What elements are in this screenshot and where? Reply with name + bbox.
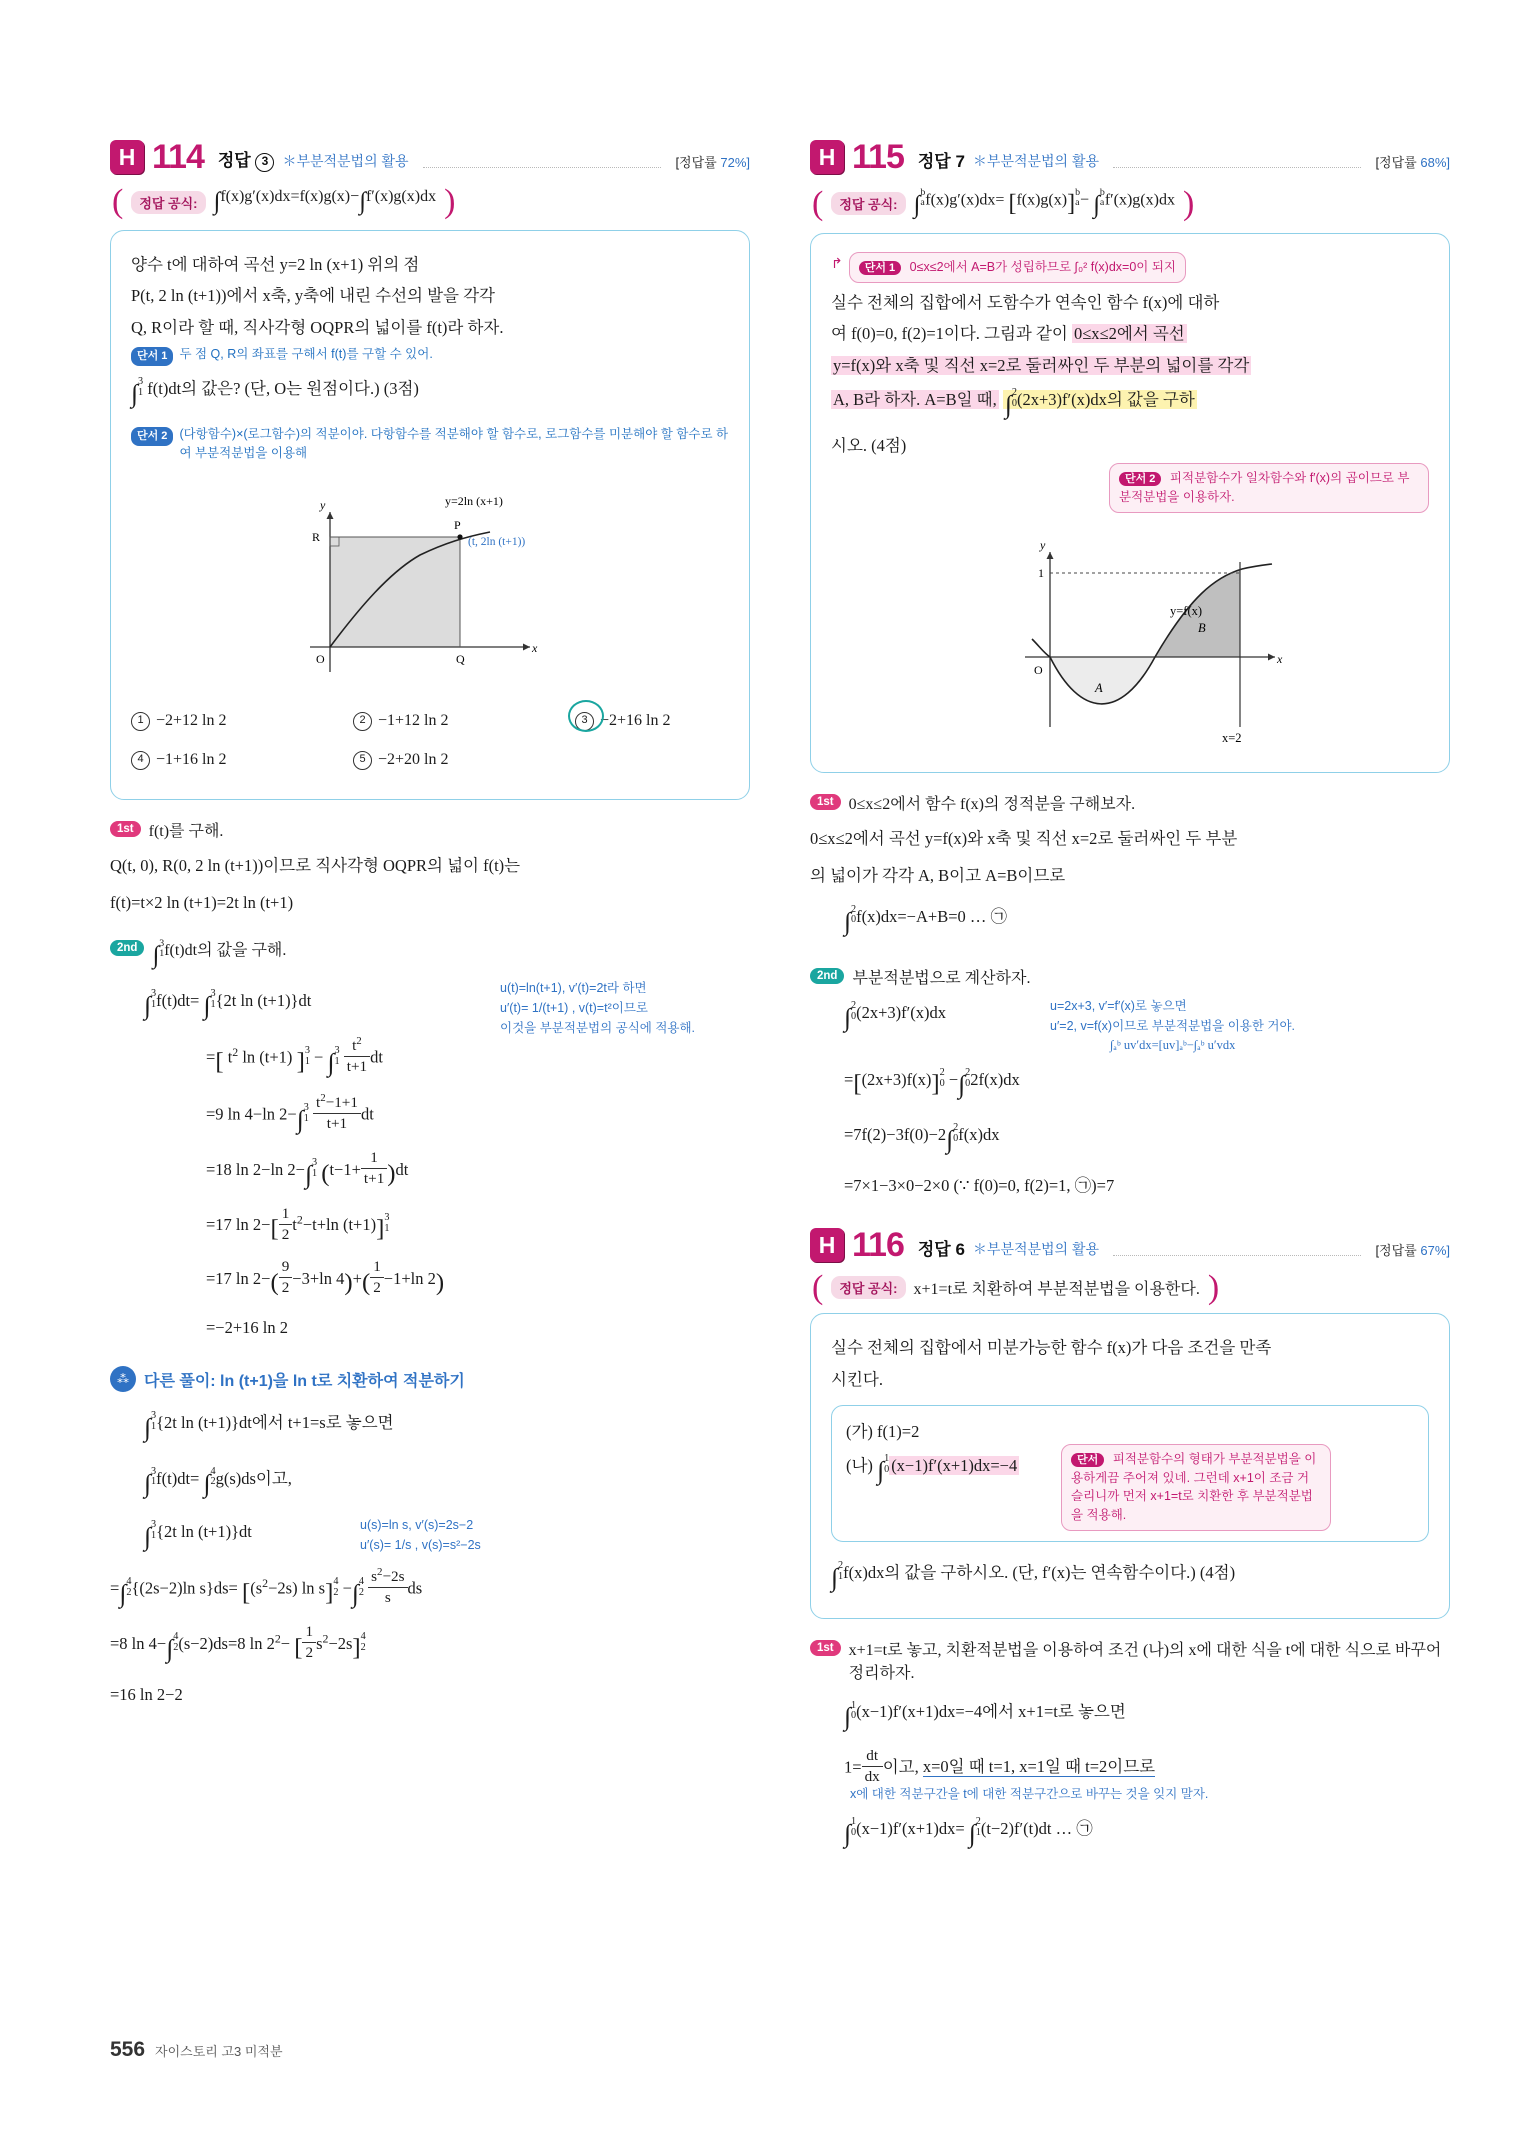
hint-box: [1061, 1444, 1331, 1531]
answer-text: 정답: [217, 151, 251, 170]
hint-badge: 단서 2: [131, 427, 173, 446]
calc-line-6: =17 ln 2−( $\frac{9}{2}$ −3+ln 4)+( $\frac{1}{2}$ −1+ln 2): [206, 1258, 445, 1297]
step-badge: 1st: [810, 794, 841, 810]
choice-3[interactable]: [575, 706, 745, 736]
sidenote-line: u′(s)= 1/s , v(s)=s²−2s: [360, 1537, 481, 1552]
topic-label: ＊부분적분법의 활용: [972, 153, 1100, 169]
question-line: 시킨다.: [831, 1369, 883, 1389]
bracket-open: (: [812, 184, 824, 222]
answer-value: 3: [255, 153, 274, 172]
topic-label: ＊부분적분법의 활용: [282, 153, 409, 169]
problem-badge-icon: H: [810, 140, 844, 174]
calc-line-3: ∫ 1 0 (x−1)f′(x+1)dx= ∫ 2 1 (t−2)f′(t)dt … ㉠: [844, 1816, 1093, 1849]
svg-text:R: R: [312, 530, 321, 545]
hint-116: [1061, 1444, 1414, 1531]
choice-number: 3: [575, 712, 594, 731]
alt-solution-title: 다른 풀이: ln (t+1)을 ln t로 치환하여 적분하기: [144, 1372, 465, 1390]
svg-text:B: B: [1198, 620, 1206, 635]
answer-label: [218, 146, 275, 172]
alt-solution-header: [110, 1366, 750, 1392]
step-1st-116: [810, 1637, 1450, 1683]
step-2nd-114: [110, 937, 750, 970]
sidenote-line: ∫ₐᵇ uv′dx=[uv]ₐᵇ−∫ₐᵇ u′vdx: [1110, 1037, 1236, 1052]
bracket-close: ): [444, 183, 456, 220]
dot-leader: [1113, 166, 1361, 168]
condition-box-116: [831, 1405, 1429, 1542]
question-line: 양수 t에 대하여 곡선 y=2 ln (x+1) 위의 점: [131, 255, 420, 274]
calc-line-1: ∫ 1 0 (x−1)f′(x+1)dx=−4에서 x+1=t로 놓으면: [844, 1699, 1126, 1732]
svg-text:x: x: [532, 641, 538, 656]
step-badge: 2nd: [110, 940, 144, 956]
condition-a: (가) f(1)=2: [846, 1421, 920, 1441]
choice-number: 5: [353, 751, 372, 770]
svg-text:y: y: [320, 498, 326, 513]
question-line: Q, R이라 할 때, 직사각형 OQPR의 넓이를 f(t)라 하자.: [131, 317, 504, 337]
question-tail-116: ∫ 2 1 f(x)dx의 값을 구하시오. (단, f′(x)는 연속함수이다.) (4점): [831, 1559, 1236, 1592]
svg-text:y: y: [1040, 537, 1046, 552]
step-title: ∫ 3 1 f(t)dt의 값을 구해.: [152, 937, 287, 970]
rate-value: 68%]: [1420, 155, 1450, 170]
hint-badge: 단서 2: [1119, 472, 1161, 486]
formula-label: 정답 공식:: [831, 192, 905, 215]
hint-badge: 단서 1: [859, 261, 901, 275]
choice-text: −2+12 ln 2: [156, 712, 227, 730]
choice-1[interactable]: [131, 706, 301, 736]
left-column: [110, 140, 750, 1715]
choice-text: −2+20 ln 2: [378, 750, 449, 768]
step-title: f(t)를 구해.: [148, 823, 224, 841]
calc-line-2: 1= $\frac{dt}{dx}$ 이고, x=0일 때 t=1, x=1일 때 t=2이므로: [844, 1746, 1156, 1785]
sidenote-line: u′=2, v=f(x)이므로 부분적분법을 이용한 거야.: [1050, 1018, 1296, 1033]
svg-text:P: P: [454, 518, 461, 533]
svg-text:O: O: [316, 652, 325, 667]
rate-label: [정답률: [1375, 1243, 1417, 1259]
hint-1: [131, 345, 729, 366]
sidenote-line: u(s)=ln s, v′(s)=2s−2: [360, 1517, 474, 1532]
hint-badge: 단서 1: [131, 347, 173, 366]
page-number: 556: [110, 2038, 146, 2061]
bracket-close: ): [1207, 1268, 1220, 1306]
correct-rate: [675, 152, 750, 171]
alt-line-2: ∫ 3 1 f(t)dt= ∫ 4 2 g(s)ds이고,: [144, 1465, 292, 1498]
choice-4[interactable]: [131, 745, 301, 775]
bracket-open: (: [112, 183, 124, 220]
svg-text:y=f(x): y=f(x): [1170, 603, 1203, 618]
formula-label: 정답 공식:: [131, 191, 205, 214]
formula-body: x+1=t로 치환하여 부분적분법을 이용한다.: [913, 1281, 1200, 1299]
question-line: P(t, 2 ln (t+1))에서 x축, y축에 내린 수선의 발을 각각: [131, 286, 495, 306]
rate-value: 72%]: [720, 155, 750, 170]
step-2nd-115: [810, 965, 1450, 988]
dot-leader: [1113, 1254, 1361, 1256]
question-line: 실수 전체의 집합에서 미분가능한 함수 f(x)가 다음 조건을 만족: [831, 1338, 1272, 1358]
hint-text: 피적분함수의 형태가 부분적분법을 이용하게끔 주어져 있네. 그런데 x+1이 조금 거슬리니까 먼저 x+1=t로 치환한 후 부분적분법을 적용해.: [1071, 1451, 1317, 1523]
sidenote-line: u(t)=ln(t+1), v′(t)=2t라 하면: [500, 981, 647, 996]
question-integral: ∫ 3 1 f(t)dt의 값은? (단, O는 원점이다.) (3점): [131, 376, 419, 409]
svg-text:A: A: [1095, 680, 1103, 695]
problem-header-115: [810, 140, 1450, 174]
hint-1-115: ↱ 단서 1 0≤x≤2에서 A=B가 성립하므로 ∫₀² f(x)dx=0이 되지: [831, 252, 1429, 283]
question-line: A, B라 하자. A=B일 때, ∫ 2 0 (2x+3)f′(x)dx의 값을 구하: [833, 387, 1195, 420]
answer-text: 정답: [917, 152, 951, 171]
step-1st-115: [810, 791, 1450, 814]
undernote-116: x에 대한 적분구간을 t에 대한 적분구간으로 바꾸는 것을 잊지 말자.: [850, 1787, 1209, 1802]
calc-line-2: =[ $t^2$ ln (t+1) ] 3 1 − ∫ 3 1 $\frac{t^2}{t+1}$ dt: [206, 1035, 383, 1078]
svg-text:Q: Q: [456, 652, 465, 667]
solution-line: Q(t, 0), R(0, 2 ln (t+1))이므로 직사각형 OQPR의 넓이 f(t)는: [110, 856, 521, 876]
formula-label: 정답 공식:: [831, 1276, 905, 1299]
svg-text:O: O: [1034, 662, 1043, 677]
step-title: x+1=t로 놓고, 치환적분법을 이용하여 조건 (나)의 x에 대한 식을 t에 대한 식으로 바꾸어 정리하자.: [848, 1642, 1442, 1683]
topic-label: ＊부분적분법의 활용: [972, 1241, 1100, 1258]
figure-115: [930, 527, 1330, 752]
alt-solution-icon: ⁂: [110, 1366, 136, 1392]
hint-box: [849, 252, 1186, 283]
choice-2[interactable]: [353, 706, 523, 736]
choice-number: 1: [131, 712, 150, 731]
answer-value: 6: [955, 1240, 965, 1260]
answer-label: [918, 147, 965, 172]
problem-number: 115: [852, 138, 904, 176]
problem-number: 114: [152, 138, 204, 176]
question-line: y=f(x)와 x축 및 직선 x=2로 둘러싸인 두 부분의 넓이를 각각: [833, 355, 1250, 375]
sidenote-line: u=2x+3, v′=f′(x)로 놓으면: [1050, 998, 1187, 1013]
step-badge: 2nd: [810, 968, 844, 984]
hint-2-115: [831, 463, 1429, 513]
right-column: [810, 140, 1450, 1863]
choice-number: 2: [353, 712, 372, 731]
problem-badge-icon: H: [810, 1228, 844, 1262]
solution-line: 0≤x≤2에서 곡선 y=f(x)와 x축 및 직선 x=2로 둘러싸인 두 부분: [810, 828, 1238, 848]
svg-text:x=2: x=2: [1222, 730, 1242, 745]
choice-text: −1+16 ln 2: [156, 750, 227, 768]
correct-rate: [1375, 152, 1450, 171]
answer-label: [918, 1235, 965, 1260]
step-title: 0≤x≤2에서 함수 f(x)의 정적분을 구해보자.: [848, 795, 1136, 813]
choice-text: −2+16 ln 2: [600, 712, 671, 730]
problem-header-114: [110, 140, 750, 174]
formula-body: ∫f(x)g′(x)dx=f(x)g(x)−∫f′(x)g(x)dx: [213, 188, 437, 215]
formula-box-114: [112, 183, 750, 220]
hint-text: (다항함수)×(로그함수)의 적분이야. 다항함수를 적분해야 할 함수로, 로그함수를 미분해야 할 함수로 하여 부분적분법을 이용해: [179, 426, 729, 461]
correct-rate: [1375, 1240, 1450, 1259]
rate-label: [정답률: [1375, 155, 1417, 170]
step-title: 부분적분법으로 계산하자.: [852, 969, 1031, 987]
bracket-close: ): [1182, 184, 1195, 222]
page-footer: [110, 2038, 283, 2062]
alt-line-3: ∫ 3 1 {2t ln (t+1)}dt: [144, 1518, 252, 1551]
alt-line-4: =∫ 4 2 {(2s−2)ln $s\}ds= [(s^2-2s)$ ln s] 4 2 −∫ 4 2 $\frac{s^2-2s}{s}$ ds: [110, 1565, 423, 1608]
calc-line-4: =7×1−3×0−2×0 (∵ f(0)=0, f(2)=1, ㉠)=7: [844, 1176, 1115, 1196]
question-line: 실수 전체의 집합에서 도함수가 연속인 함수 f(x)에 대하: [831, 293, 1220, 313]
calc-line-3: =9 ln 4−ln 2−∫ 3 1 $\frac{t^2-1+1}{t+1}$ dt: [206, 1092, 374, 1135]
svg-text:(t, 2ln (t+1)): (t, 2ln (t+1)): [468, 536, 526, 549]
sidenote-formula-115: [1110, 1035, 1450, 1055]
problem-number: 116: [852, 1226, 904, 1265]
hint-box: [1109, 463, 1429, 513]
hint-text: 피적분함수가 일차함수와 f′(x)의 곱이므로 부분적분법을 이용하자.: [1119, 471, 1410, 504]
alt-line-1: ∫ 3 1 {2t ln (t+1)}dt에서 t+1=s로 놓으면: [144, 1410, 394, 1443]
question-card-115: [810, 233, 1450, 772]
hint-badge: 단서: [1071, 1453, 1104, 1467]
question-line: 시오. (4점): [831, 435, 907, 455]
calc-line-7: =−2+16 ln 2: [206, 1318, 289, 1338]
sidenote-line: u′(t)= 1/(t+1) , v(t)=t²이므로: [500, 1001, 648, 1016]
choice-list-114: [131, 706, 729, 775]
sidenote2-114: [360, 1515, 481, 1555]
answer-value: 7: [955, 152, 965, 171]
step-1st-114: [110, 818, 750, 841]
solution-line: 의 넓이가 각각 A, B이고 A=B이므로: [810, 865, 1066, 885]
formula-box-116: [812, 1268, 1450, 1306]
bracket-open: (: [812, 1268, 824, 1306]
solution-line: f(t)=t×2 ln (t+1)=2t ln (t+1): [110, 893, 294, 913]
formula-box-115: [812, 184, 1450, 222]
problem-badge-icon: H: [110, 140, 144, 174]
sidenote-115: [1050, 996, 1295, 1036]
hint-2: [131, 425, 729, 464]
step-badge: 1st: [810, 1640, 841, 1656]
calc-line-1: ∫ 3 1 f(t)dt= ∫ 3 1 {2t ln (t+1)}dt: [144, 988, 312, 1021]
dot-leader: [423, 166, 662, 168]
question-card-114: [110, 230, 750, 800]
hint-text: 0≤x≤2에서 A=B가 성립하므로 ∫₀² f(x)dx=0이 되지: [909, 260, 1176, 275]
book-title: 자이스토리 고3 미적분: [155, 2044, 283, 2059]
solution-line: ∫ 2 0 f(x)dx=−A+B=0 … ㉠: [844, 903, 1008, 936]
svg-text:1: 1: [1038, 565, 1044, 580]
problem-header-116: [810, 1226, 1450, 1265]
alt-line-5: =8 ln 4−∫ 4 2 (s−2)ds=8 $\ln 2^2-$ [ $\frac{1}{2}$ $s^2-2s$] 4 2: [110, 1623, 366, 1663]
hint-text: 두 점 Q, R의 좌표를 구해서 f(t)를 구할 수 있어.: [179, 347, 433, 362]
calc-line-2: =[(2x+3)f(x)] 2 0 −∫ 2 0 2f(x)dx: [844, 1066, 1020, 1099]
figure-114: [240, 477, 620, 692]
rate-label: [정답률: [675, 155, 717, 170]
rate-value: 67%]: [1420, 1243, 1450, 1259]
sidenote-line: 이것을 부분적분법의 공식에 적용해.: [500, 1021, 696, 1036]
answer-text: 정답: [917, 1240, 951, 1260]
sidenote-114: [500, 978, 750, 1038]
svg-text:y=2ln (x+1): y=2ln (x+1): [445, 494, 503, 509]
calc-line-1: ∫ 2 0 (2x+3)f′(x)dx: [844, 999, 947, 1032]
calc-line-5: =17 ln 2−[ $\frac{1}{2}$ $t^2-t+\ln$ (t+1)] 3 1: [206, 1204, 390, 1243]
svg-text:x: x: [1277, 651, 1283, 666]
question-line: 여 f(0)=0, f(2)=1이다. 그림과 같이 0≤x≤2에서 곡선: [831, 324, 1185, 344]
choice-text: −1+12 ln 2: [378, 712, 449, 730]
choice-number: 4: [131, 751, 150, 770]
question-card-116: [810, 1313, 1450, 1619]
condition-b: (나) ∫ 1 0 (x−1)f′(x+1)dx=−4: [846, 1453, 1018, 1486]
calc-line-3: =7f(2)−3f(0)−2∫ 2 0 f(x)dx: [844, 1122, 1000, 1155]
calc-line-4: =18 ln 2−ln 2−∫ 3 1 (t−1+ $\frac{1}{t+1}$ )dt: [206, 1149, 409, 1190]
step-badge: 1st: [110, 821, 141, 837]
alt-line-6: =16 ln 2−2: [110, 1684, 183, 1704]
choice-5[interactable]: [353, 745, 523, 775]
formula-body: ∫ b a f(x)g′(x)dx= [f(x)g(x)] b a − ∫ b a f′(x)g(x)dx: [913, 187, 1175, 219]
